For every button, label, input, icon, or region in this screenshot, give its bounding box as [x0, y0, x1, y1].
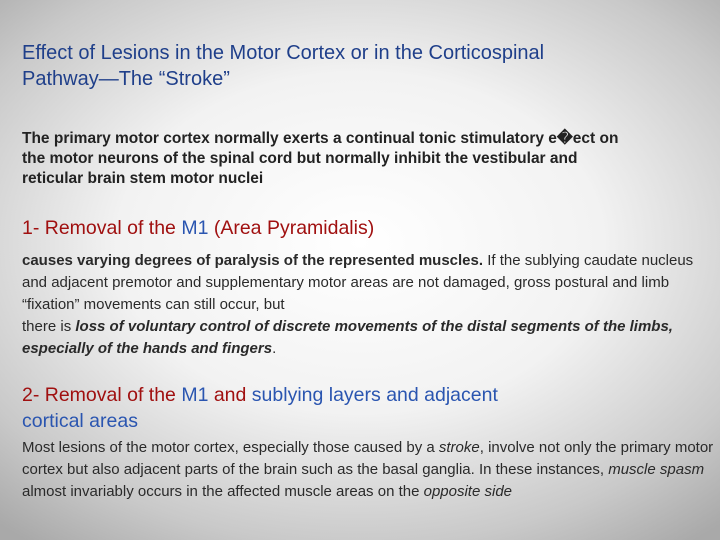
section2-heading-blue: sublying layers and adjacent	[251, 384, 498, 406]
slide-title	[22, 40, 712, 92]
slide-title-line1: Effect of Lesions in the Motor Cortex or in the Corticospinal	[22, 42, 545, 64]
section2-heading	[22, 382, 712, 434]
section1-bold-italic: loss of voluntary control of discrete movements of the distal segments of the limbs, especially of the hands and fingers	[22, 318, 673, 357]
section2-heading-pre: 2- Removal of the	[22, 384, 182, 406]
section2-text-a: Most lesions of the motor cortex, especially those caused by a	[22, 439, 439, 456]
intro-line1: The primary motor cortex normally exerts a continual tonic stimulatory e�ect on	[22, 130, 619, 147]
intro-line3: reticular brain stem motor nuclei	[22, 170, 264, 187]
slide-title-line2: Pathway—The “Stroke”	[22, 68, 230, 90]
section1-bold-lead: causes varying degrees of paralysis of the represented muscles	[22, 252, 479, 269]
section1-text-b: there is	[22, 318, 76, 335]
section1-text-a: If the sublying caudate nucleus and adjacent premotor and supplementary motor areas are not damaged, gross postural and limb “fixation” movements can still occur, but	[22, 252, 694, 313]
section1-body	[22, 250, 716, 360]
section2-body	[22, 437, 716, 503]
section2-italic-spasm: muscle spasm	[608, 461, 705, 478]
section2-text-b: , involve not only the primary motor cortex but also adjacent parts of the brain such as the basal ganglia. In these instances,	[22, 439, 714, 478]
section1-heading-post: (Area Pyramidalis)	[208, 217, 375, 239]
section2-heading-and: and	[208, 384, 252, 406]
intro-line2: the motor neurons of the spinal cord but normally inhibit the vestibular and	[22, 150, 578, 167]
section2-italic-side: opposite side	[423, 483, 513, 500]
section1-end: .	[272, 340, 277, 357]
section1-heading	[22, 216, 712, 241]
intro-paragraph	[22, 129, 712, 189]
section2-italic-stroke: stroke	[438, 439, 480, 456]
section1-dot: .	[478, 252, 484, 269]
section1-heading-m1: M1	[181, 217, 209, 239]
section2-heading-m1: M1	[181, 384, 209, 406]
section1-heading-pre: 1- Removal of the	[22, 217, 182, 239]
section2-heading-line2: cortical areas	[22, 410, 138, 432]
section2-text-c: almost invariably occurs in the affected muscle areas on the	[22, 483, 424, 500]
